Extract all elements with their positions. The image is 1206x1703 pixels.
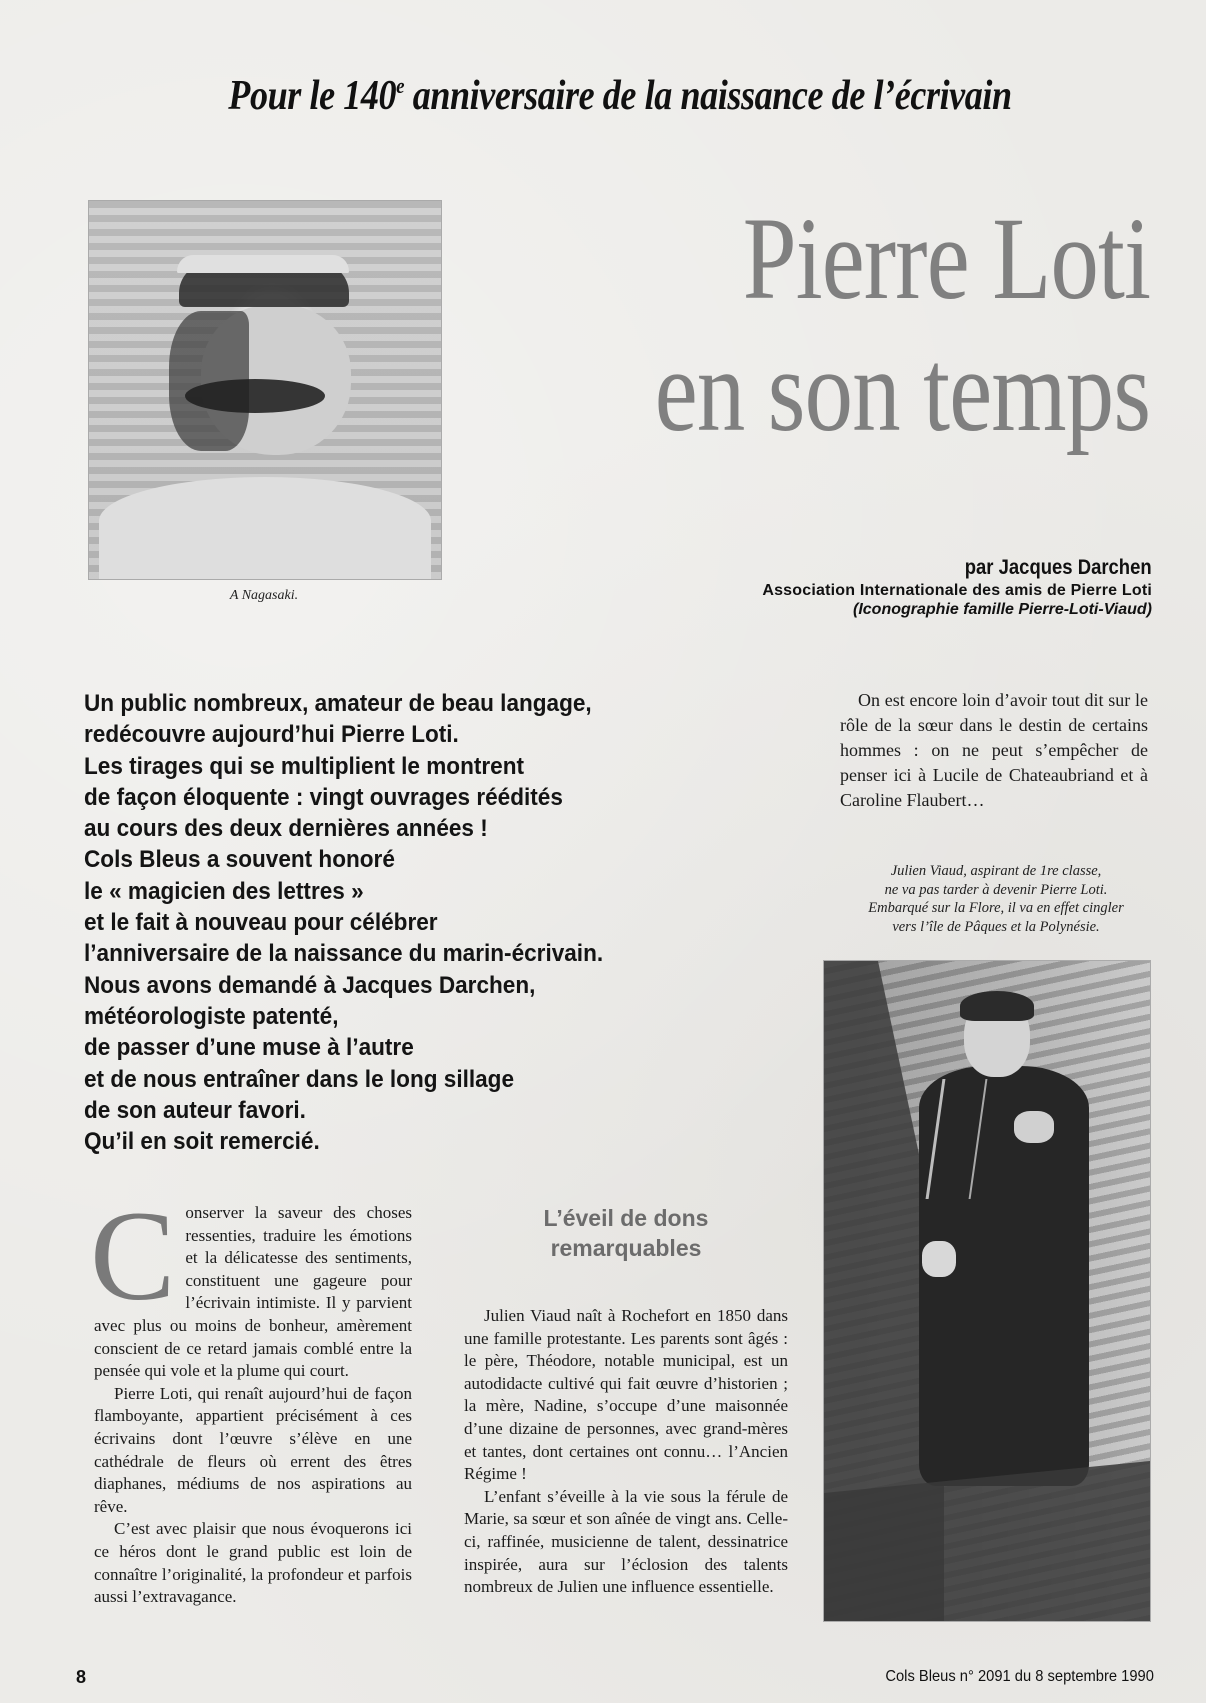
- chapeau-line: Un public nombreux, amateur de beau langage,: [84, 690, 592, 717]
- body-paragraph: Julien Viaud naît à Rochefort en 1850 dans une famille protestante. Les parents sont âgés : le père, Théodore, notable municipal, est un autodidacte cultivé qui fait œuvre d’historien ; la mère, Nadine, s’occupe d’une maisonnée d’une dizaine de personnes, avec grand-mères et tantes, dont certaines ont connu… l’Ancien Régime !: [464, 1306, 788, 1484]
- kicker-superscript: e: [396, 73, 405, 98]
- photo-cap-top: [177, 255, 349, 273]
- chapeau-line: et de nous entraîner dans le long sillage: [84, 1065, 515, 1093]
- section-subheading: [464, 1203, 788, 1263]
- kicker-text-end: anniversaire de la naissance de l’écrivain: [404, 73, 1012, 119]
- byline-affiliation: Association Internationale des amis de Pierre Loti: [762, 582, 1152, 599]
- photo-hair: [960, 991, 1034, 1021]
- article-title: [654, 193, 1150, 456]
- title-line-1: Pierre Loti: [742, 193, 1150, 324]
- photo-hand: [922, 1241, 956, 1277]
- body-column-1: [90, 1185, 412, 1609]
- chapeau-line: le « magicien des lettres »: [84, 877, 364, 905]
- side-paragraph: On est encore loin d’avoir tout dit sur le rôle de la sœur dans le destin de certains hommes : on ne peut s’empêcher de penser ici à Lucile de Chateaubriand et à Caroline Flaubert…: [840, 690, 1148, 810]
- chapeau-line: redécouvre aujourd’hui Pierre Loti.: [84, 721, 459, 749]
- chapeau-line: et le fait à nouveau pour célébrer: [84, 909, 438, 937]
- caption-line: Embarqué sur la Flore, il va en effet cingler: [868, 900, 1124, 916]
- page-number: 8: [76, 1667, 87, 1687]
- issue-line: Cols Bleus n° 2091 du 8 septembre 1990: [885, 1668, 1154, 1685]
- photo-moustache: [185, 379, 325, 413]
- kicker-text: Pour le 140: [228, 73, 397, 119]
- chapeau-line: de façon éloquente : vingt ouvrages réédités: [84, 783, 563, 811]
- body-paragraph: [90, 1185, 412, 1383]
- body-column-2: [464, 1305, 788, 1599]
- caption-line: ne va pas tarder à devenir Pierre Loti.: [884, 881, 1108, 898]
- body-paragraph: L’enfant s’éveille à la vie sous la férule de Marie, sa sœur et son aînée de vingt ans. Celle-ci, raffinée, musicienne de talent, dessinatrice inspirée, aura sur l’éclosion des talents nombreux de Julien une influence essentielle.: [464, 1486, 788, 1597]
- chapeau-line: de son auteur favori.: [84, 1096, 306, 1124]
- chapeau-line: Nous avons demandé à Jacques Darchen,: [84, 971, 536, 999]
- title-line-2: en son temps: [654, 325, 1150, 456]
- chapeau-line: Les tirages qui se multiplient le montrent: [84, 752, 525, 780]
- paragraph-text: onserver la saveur des choses ressenties, traduire les émotions et la délicatesse des sentiments, constituent une gageure pour l’écrivain intimiste. Il y parvient avec plus ou moins de bonheur, amèrement conscient de ce retard jamais comblé entre la pensée qui vole et la plume qui court.: [94, 1203, 412, 1381]
- chapeau-line: l’anniversaire de la naissance du marin-écrivain.: [84, 940, 604, 968]
- caption-line: vers l’île de Pâques et la Polynésie.: [892, 918, 1100, 935]
- photo-caption-julien-viaud: [846, 862, 1146, 936]
- kicker-headline: [156, 72, 1085, 120]
- byline-author: par Jacques Darchen: [965, 556, 1152, 579]
- chapeau-line: au cours des deux dernières années !: [84, 815, 488, 843]
- body-paragraph: C’est avec plaisir que nous évoquerons ici ce héros dont le grand public est loin de connaître l’originalité, la profondeur et parfois aussi l’extravagance.: [94, 1519, 412, 1607]
- chapeau-line: Cols Bleus a souvent honoré: [84, 846, 395, 874]
- chapeau-line: Qu’il en soit remercié.: [84, 1128, 320, 1156]
- byline-image-credit: (Iconographie famille Pierre-Loti-Viaud): [853, 601, 1152, 618]
- photo-caption-nagasaki: A Nagasaki.: [229, 588, 299, 603]
- drop-cap: C: [90, 1185, 176, 1327]
- subheading-line: remarquables: [550, 1235, 702, 1261]
- portrait-photo-nagasaki: [88, 200, 442, 580]
- photo-collar: [99, 477, 431, 580]
- intro-chapeau: [84, 688, 784, 1157]
- subheading-line: L’éveil de dons: [543, 1205, 709, 1231]
- portrait-photo-julien-viaud: [823, 960, 1151, 1622]
- body-paragraph: Pierre Loti, qui renaît aujourd’hui de façon flamboyante, appartient précisément à ces écrivains dont l’œuvre s’élève en une cathédrale de fleurs où errent des êtres diaphanes, médiums de nos aspirations au rêve.: [94, 1383, 412, 1516]
- chapeau-line: de passer d’une muse à l’autre: [84, 1034, 414, 1062]
- byline: [762, 556, 1152, 619]
- caption-line: Julien Viaud, aspirant de 1re classe,: [890, 863, 1102, 879]
- chapeau-line: météorologiste patenté,: [84, 1002, 339, 1030]
- photo-hand: [1014, 1111, 1054, 1143]
